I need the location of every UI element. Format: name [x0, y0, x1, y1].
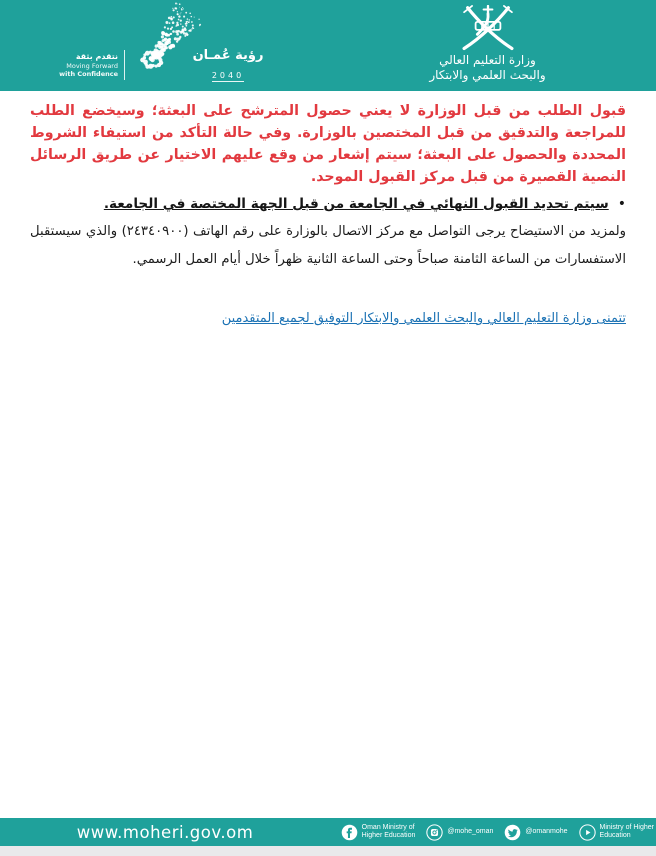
oman-national-emblem-icon	[457, 5, 519, 53]
final-admission-note	[30, 194, 626, 214]
youtube-icon	[579, 824, 596, 841]
bullet-dot: •	[617, 196, 626, 212]
vision-arabic-tagline: نتقدم بثقة	[75, 52, 118, 61]
footer-band	[0, 818, 656, 846]
vision-comet-graphic	[90, 2, 264, 88]
social-twitter-label	[525, 828, 567, 836]
social-facebook[interactable]	[341, 824, 416, 841]
letter-body	[0, 100, 656, 328]
social-twitter[interactable]	[504, 824, 567, 841]
vision-wordmark-year: 2040	[211, 71, 245, 80]
ministry-name-line1: وزارة التعليم العالي	[439, 53, 536, 67]
closing-wish-line: تتمنى وزارة التعليم العالي والبحث العلمي والابتكار التوفيق لجميع المتقدمين	[221, 311, 626, 326]
final-admission-note-text: سيتم تحديد القبول النهائي في الجامعة من قبل الجهة المختصة في الجامعة.	[103, 196, 609, 212]
header-band	[0, 0, 656, 91]
social-youtube[interactable]	[579, 824, 654, 841]
ministry-name-line2: والبحث العلمي والابتكار	[429, 68, 546, 82]
social-youtube-label	[600, 824, 654, 840]
page-bottom-edge	[0, 846, 656, 856]
social-instagram-label-line1: @mohe_oman	[447, 828, 494, 835]
vision-wordmark-arabic: رؤية عُمـان	[192, 48, 264, 63]
social-youtube-label-line1: Ministry of Higher	[599, 824, 654, 831]
website-url[interactable]: www.moheri.gov.om	[76, 822, 254, 842]
social-facebook-label-line1: Oman Ministry of	[361, 824, 415, 831]
twitter-icon	[504, 824, 521, 841]
contact-info-paragraph: ولمزيد من الاستيضاح يرجى التواصل مع مركز الاتصال بالوزارة على رقم الهاتف (٢٤٣٤٠٩٠٠) والذي سيستقبل الاستفسارات من الساعة الثامنة صباحاً وحتى الساعة الثانية ظهراً خلال أيام العمل الرسمي.	[30, 224, 626, 267]
social-facebook-label-line2: Higher Education	[361, 832, 416, 839]
scholarship-disclaimer-paragraph: قبول الطلب من قبل الوزارة لا يعني حصول المترشح على البعثة؛ وسيخضع الطلب للمراجعة والتدقيق من قبل المختصين بالوزارة. وفي حالة التأكد من استيفاء الشروط المحددة والحصول على البعثة؛ سيتم إشعار من وقع عليهم الاختيار عن طريق الرسائل النصية القصيرة من قبل مركز القبول الموحد.	[30, 103, 626, 185]
facebook-icon	[341, 824, 358, 841]
oman-vision-2040-logo	[40, 0, 270, 91]
social-youtube-label-line2: Education	[599, 832, 631, 839]
social-links	[341, 818, 654, 846]
instagram-icon	[426, 824, 443, 841]
social-instagram[interactable]	[426, 824, 493, 841]
social-instagram-label	[447, 828, 493, 836]
vision-wordmark	[186, 48, 270, 82]
vision-english-tagline-line2: with Confidence	[59, 69, 118, 78]
social-facebook-label	[362, 824, 416, 840]
social-twitter-label-line1: @omanmohe	[525, 828, 568, 835]
vision-english-tagline-line1: Moving Forward	[66, 62, 118, 71]
ministry-identity	[400, 5, 575, 83]
